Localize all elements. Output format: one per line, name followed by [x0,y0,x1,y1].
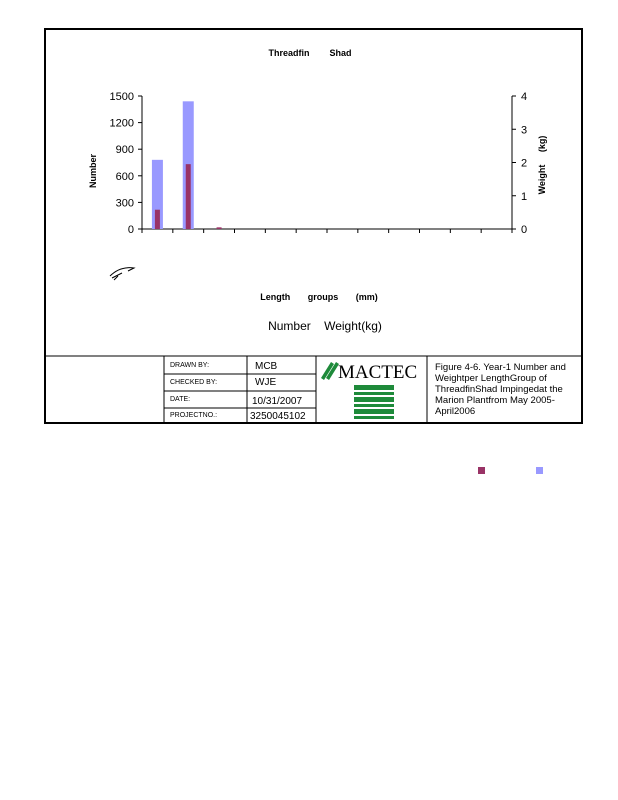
weight-bar-1 [186,164,191,229]
y-tick-label-2: 600 [115,170,134,183]
x-axis-label: Length groups (mm) [260,292,378,302]
y2-tick-label-4: 4 [521,91,528,103]
project-label: PROJECTNO.: [170,412,218,419]
date-value: 10/31/2007 [252,396,303,407]
drawn-by-value: MCB [255,361,278,372]
legend-marker-number [536,467,543,474]
legend-marker-weight [478,467,485,474]
chart-ticks [110,91,528,236]
y-tick-label-3: 900 [115,144,134,157]
drawn-by-label: DRAWN BY: [170,362,210,369]
y-axis-label: Number [88,153,98,189]
logo-stripes [354,385,394,419]
fish-icon [110,268,134,280]
chart-title-group [268,48,351,58]
chart-title: Threadfin Shad [268,48,352,58]
y-tick-label-1: 300 [115,197,134,210]
chart-axes [142,96,512,229]
chart-bars [152,101,222,229]
company-logo [321,362,417,419]
y2-tick-label-0: 0 [521,224,528,236]
checked-by-label: CHECKED BY: [170,379,218,386]
project-value: 3250045102 [250,411,306,422]
y-tick-label-0: 0 [127,224,134,236]
y2-axis-label: Weight (kg) [537,135,547,195]
y2-tick-label-3: 3 [521,124,528,137]
weight-bar-0 [155,210,160,229]
y-tick-label-4: 1200 [109,117,134,130]
date-label: DATE: [170,396,191,403]
figure-caption: Figure 4-6. Year-1 Number and Weightper LengthGroup of ThreadfinShad Impingedat the Marion Plantfrom May 2005-April2006 [435,362,566,417]
y2-tick-label-2: 2 [521,157,528,170]
weight-bar-2 [217,227,222,229]
y2-tick-label-1: 1 [521,190,528,203]
legend-text: Number Weight(kg) [268,319,382,333]
y-tick-label-5: 1500 [109,91,134,103]
leaf-icon [321,362,339,380]
logo-text: MACTEC [338,362,418,383]
checked-by-value: WJE [255,377,277,388]
